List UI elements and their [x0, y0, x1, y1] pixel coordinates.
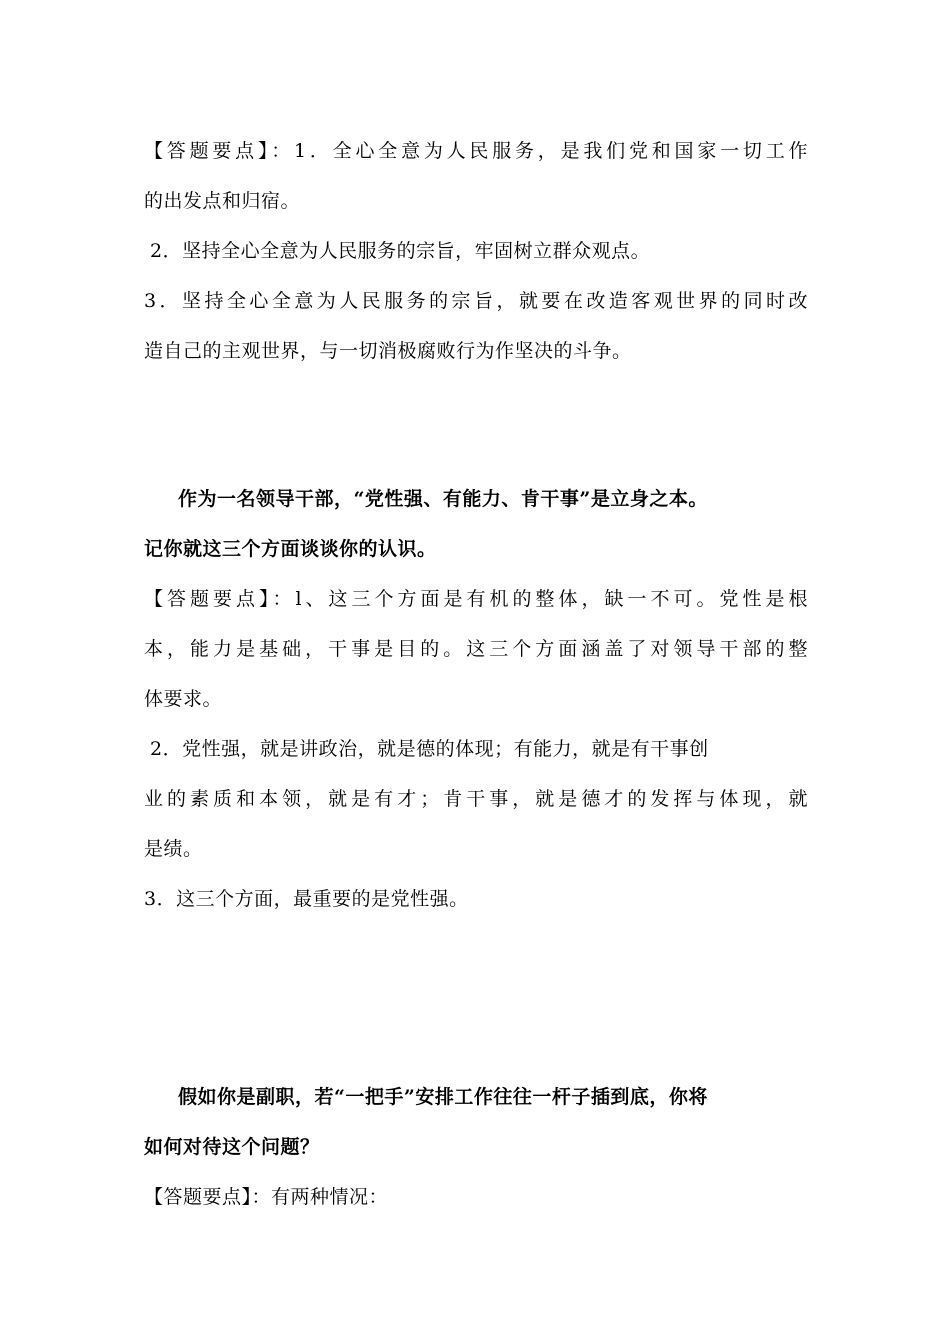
answer-line: 【答题要点】：l、这三个方面是有机的整体，缺一不可。党性是根 — [144, 588, 808, 610]
question-line: 如何对待这个问题？ — [144, 1136, 320, 1158]
answer-block-2 — [144, 574, 808, 924]
answer-line: 2．坚持全心全意为人民服务的宗旨，牢固树立群众观点。 — [150, 240, 651, 262]
answer-line: 【答题要点】：有两种情况： — [144, 1186, 389, 1208]
answer-line: 造自己的主观世界，与一切消极腐败行为作坚决的斗争。 — [144, 340, 632, 362]
question-line: 假如你是副职，若“一把手”安排工作往往一杆子插到底，你将 — [178, 1086, 708, 1108]
question-line: 作为一名领导干部，“党性强、有能力、肯干事”是立身之本。 — [178, 488, 708, 510]
answer-line: 本，能力是基础，干事是目的。这三个方面涵盖了对领导干部的整 — [144, 638, 808, 660]
question-block-3 — [144, 1072, 808, 1172]
answer-line: 业的素质和本领，就是有才；肯干事，就是德才的发挥与体现，就 — [144, 788, 808, 810]
answer-line: 体要求。 — [144, 688, 223, 710]
answer-block-3 — [144, 1172, 808, 1222]
question-block-2 — [144, 474, 808, 574]
answer-line: 2．党性强，就是讲政治，就是德的体现；有能力，就是有干事创 — [150, 738, 709, 760]
answer-line: 【答题要点】：1．全心全意为人民服务，是我们党和国家一切工作 — [144, 140, 808, 162]
answer-line: 3．这三个方面，最重要的是党性强。 — [144, 888, 469, 910]
answer-line: 是绩。 — [144, 838, 203, 860]
question-line: 记你就这三个方面谈谈你的认识。 — [144, 538, 437, 560]
answer-block-1 — [144, 126, 808, 376]
answer-line: 的出发点和归宿。 — [144, 190, 301, 212]
answer-line: 3．坚持全心全意为人民服务的宗旨，就要在改造客观世界的同时改 — [144, 290, 808, 312]
